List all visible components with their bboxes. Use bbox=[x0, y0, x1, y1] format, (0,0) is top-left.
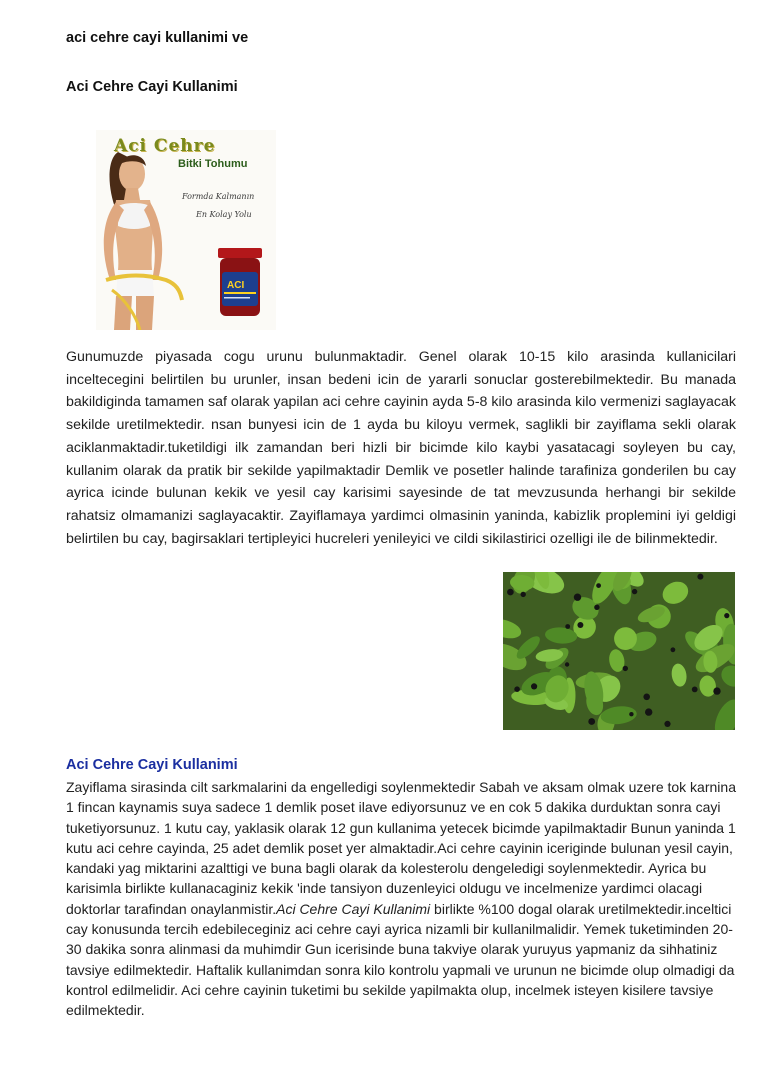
berry-shape bbox=[577, 622, 583, 628]
section-heading: Aci Cehre Cayi Kullanimi bbox=[66, 757, 238, 773]
product-slogan-line2: En Kolay Yolu bbox=[196, 210, 252, 219]
jar-label: ACI bbox=[227, 280, 245, 291]
intro-paragraph: Gunumuzde piyasada cogu urunu bulunmaktadir. Genel olarak 10-15 kilo arasinda kullanicilari inceltecegini belirtilen bu urunler, insan bedeni icin de yararli sonuclar gosterebilmektedir. Bu manada bakildiginda tamamen saf olarak yapilan aci cehre cayinin ayda 5-8 kilo arasinda kilo vermenizi saglayacak sekilde uretilmektedir. nsan bunyesi icin de 1 ayda bu kiloyu vermek, saglikli bir zayiflama sekli olarak aciklanmaktadir.tuketildigi ilk zamandan beri hizli bir bicimde kilo kaybi yasatacagi soyleyen bu cay, kullanim olarak da pratik bir sekilde yapilmaktadir Demlik ve posetler halinde tarafiniza gonderilen bu cay ayrica icinde bulunan kekik ve yesil cay karisimi sayesinde de tat mevzusunda herhangi bir sekilde rahatsiz olmamanizi saglayacaktir. Zayiflamaya yardimci olmasinin yaninda, kabizlik proplemini iyi geldigi belirtilen bu cay, bagirsaklari tertipleyici hucreleri yenileyici ve cildi sikilastirici ozelligi ile de bilinmektedir. bbox=[66, 349, 736, 547]
buckthorn-leaves-photo bbox=[503, 572, 735, 730]
berry-shape bbox=[514, 686, 520, 692]
berry-shape bbox=[632, 589, 637, 594]
section-text-part2: birlikte %100 dogal olarak uretilmektedir.inceltici cay konusunda tercih edebileceginiz aci cehre cayi ayrica nizamli bir kullanilmalidir. Yemek tuketiminden 20-30 dakika sonra alinmasi da muhimdir Gun icerisinde buna takviye olarak yuruyus yapmaniz da sihhatiniz tavsiye edilmektedir. Haftalik kullanimdan sonra kilo kontrolu yapmali ve urunun ne bicimde olup olmadigi da kontrol edilmelidir. Aci cehre cayinin tuketimi bu sekilde yapilmakta olup, incelmek isteyen kisilere tavsiye edilmektedir. bbox=[66, 900, 735, 1019]
berry-shape bbox=[724, 613, 729, 618]
leaves-illustration bbox=[503, 572, 735, 730]
section-paragraph bbox=[66, 777, 736, 1021]
berry-shape bbox=[596, 583, 601, 588]
berry-shape bbox=[643, 694, 650, 701]
berry-shape bbox=[629, 712, 633, 716]
berry-shape bbox=[671, 647, 676, 652]
berry-shape bbox=[664, 721, 670, 727]
berry-shape bbox=[623, 666, 628, 671]
section-text-part1: Zayiflama sirasinda cilt sarkmalarini da engelledigi soylenmektedir Sabah ve aksam olmak uzere tok karnina 1 fincan kaynamis suya sadece 1 demlik poset ilave ediyorsunuz ve en cok 5 dakika durduktan sonra cayi tuketiyorsunuz. 1 kutu cay, yaklasik olarak 12 gun kullanima yetecek bicimde yapilmaktadir Bunun yaninda 1 kutu aci cehre cayinda, 25 adet demlik poset yer almaktadir.Aci cehre cayinin iceriginde bulunan yesil cayin, kandaki yag miktarini azalttigi ve buna bagli olarak da kolesterolu dengeledigi soylenmektedir. Ayrica bu karisimla birlikte kullanacaginiz kekik 'inde tansiyon duzenleyici oldugu ve incelmenize yardimci olacagi doktorlar tarafindan onaylanmistir. bbox=[66, 779, 736, 917]
product-brand-text: Aci Cehre bbox=[114, 136, 216, 156]
berry-shape bbox=[507, 589, 514, 596]
berry-shape bbox=[565, 624, 570, 629]
berry-shape bbox=[521, 592, 526, 597]
berry-shape bbox=[574, 594, 581, 601]
berry-shape bbox=[697, 574, 703, 580]
berry-shape bbox=[588, 718, 595, 725]
document-top-title: aci cehre cayi kullanimi ve bbox=[66, 30, 249, 46]
berry-shape bbox=[594, 605, 599, 610]
berry-shape bbox=[645, 708, 652, 715]
product-subtitle-text: Bitki Tohumu bbox=[178, 158, 248, 170]
article-title: Aci Cehre Cayi Kullanimi bbox=[66, 79, 238, 95]
section-text-italic: Aci Cehre Cayi Kullanimi bbox=[276, 900, 431, 917]
berry-shape bbox=[565, 662, 569, 666]
berry-shape bbox=[531, 683, 537, 689]
berry-shape bbox=[713, 687, 720, 694]
product-ad-image bbox=[96, 130, 276, 330]
berry-shape bbox=[692, 687, 698, 693]
product-slogan-line1: Formda Kalmanın bbox=[182, 192, 255, 201]
